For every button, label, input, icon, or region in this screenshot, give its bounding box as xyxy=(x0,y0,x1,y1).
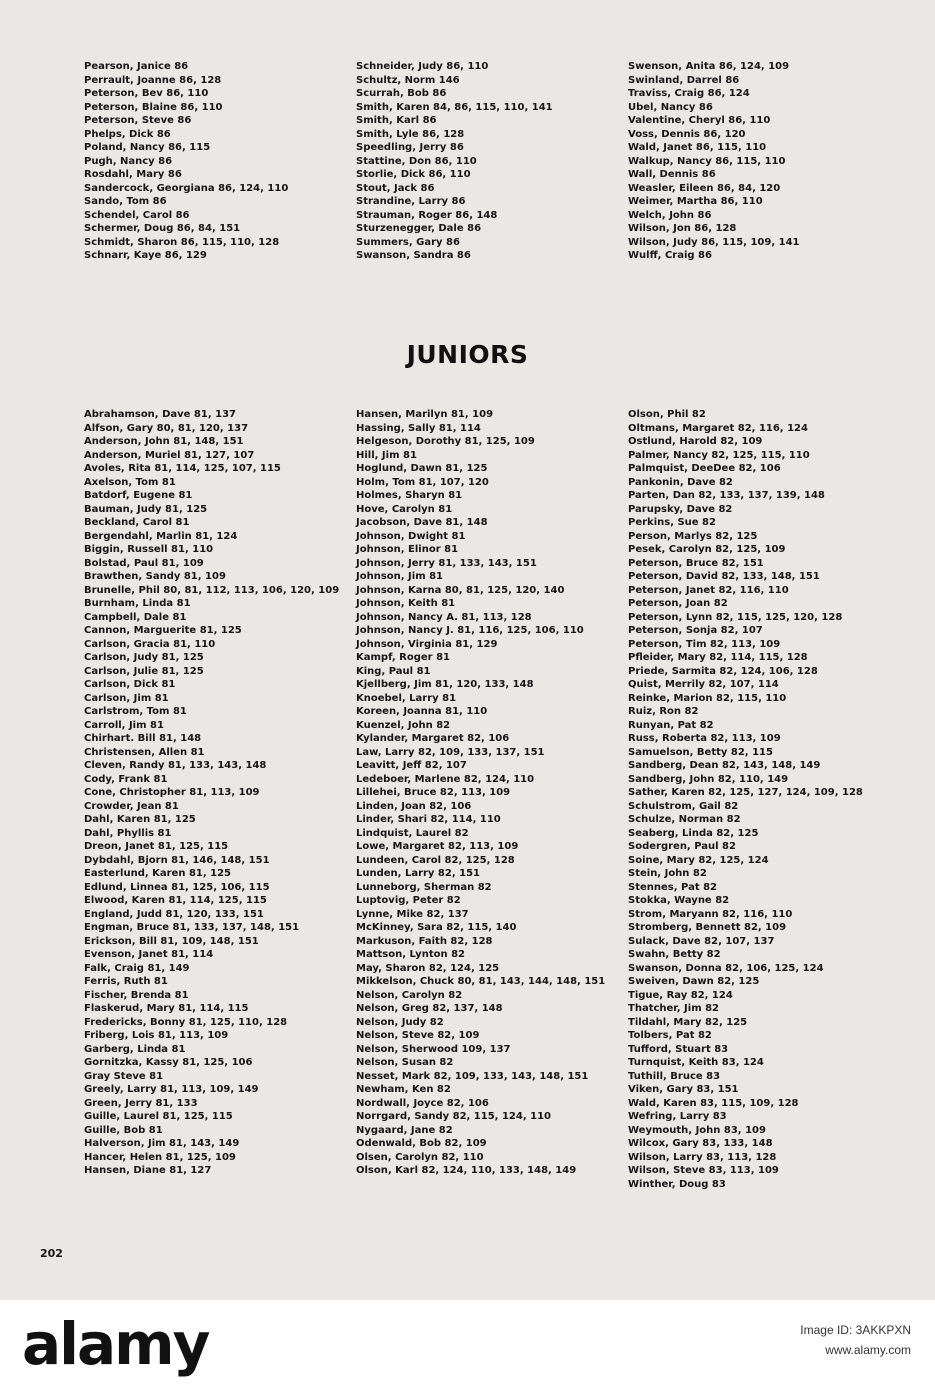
sophomore-index-column-1 xyxy=(84,60,288,263)
index-entry: Swahn, Betty 82 xyxy=(628,949,721,960)
index-entry: Hove, Carolyn 81 xyxy=(356,503,453,515)
index-entry: Kylander, Margaret 82, 106 xyxy=(356,733,510,744)
index-entry: Wilson, Larry 83, 113, 128 xyxy=(628,1151,777,1163)
index-entry: Stattine, Don 86, 110 xyxy=(356,155,477,167)
index-entry: Wilson, Steve 83, 113, 109 xyxy=(628,1165,779,1176)
index-entry: Mikkelson, Chuck 80, 81, 143, 144, 148, 151 xyxy=(356,976,606,987)
sophomore-index-column-2 xyxy=(356,60,553,263)
index-entry: Thatcher, Jim 82 xyxy=(628,1003,720,1014)
index-entry: Cody, Frank 81 xyxy=(84,773,168,785)
index-entry: Nygaard, Jane 82 xyxy=(356,1124,453,1136)
index-entry: Reinke, Marion 82, 115, 110 xyxy=(628,692,787,704)
index-entry: Biggin, Russell 81, 110 xyxy=(84,544,214,555)
index-entry: Ledeboer, Marlene 82, 124, 110 xyxy=(356,773,535,785)
index-entry: Carlstrom, Tom 81 xyxy=(84,706,187,717)
index-entry: Lundeen, Carol 82, 125, 128 xyxy=(356,854,515,866)
index-entry: Stennes, Pat 82 xyxy=(628,881,718,893)
index-entry: Johnson, Karna 80, 81, 125, 120, 140 xyxy=(356,584,565,596)
index-entry: Cannon, Marguerite 81, 125 xyxy=(84,625,242,636)
index-entry: Kampf, Roger 81 xyxy=(356,652,450,663)
index-entry: Sulack, Dave 82, 107, 137 xyxy=(628,935,775,947)
index-entry: Fredericks, Bonny 81, 125, 110, 128 xyxy=(84,1016,288,1028)
index-entry: Peterson, Bruce 82, 151 xyxy=(628,557,764,569)
index-entry: Peterson, Steve 86 xyxy=(84,115,192,126)
index-entry: Pfleider, Mary 82, 114, 115, 128 xyxy=(628,652,808,663)
index-entry: King, Paul 81 xyxy=(356,665,431,677)
index-entry: Johnson, Dwight 81 xyxy=(356,530,466,542)
index-entry: Strandine, Larry 86 xyxy=(356,196,466,207)
index-entry: Anderson, John 81, 148, 151 xyxy=(84,436,244,447)
index-entry: Johnson, Nancy A. 81, 113, 128 xyxy=(356,611,532,623)
index-entry: Cone, Christopher 81, 113, 109 xyxy=(84,787,260,798)
index-entry: Lillehei, Bruce 82, 113, 109 xyxy=(356,787,511,798)
index-entry: Dahl, Karen 81, 125 xyxy=(84,814,196,825)
index-entry: Schermer, Doug 86, 84, 151 xyxy=(84,223,241,234)
index-entry: Edlund, Linnea 81, 125, 106, 115 xyxy=(84,881,270,893)
index-entry: Johnson, Jerry 81, 133, 143, 151 xyxy=(356,557,537,569)
index-entry: Norrgard, Sandy 82, 115, 124, 110 xyxy=(356,1111,551,1122)
index-entry: Tolbers, Pat 82 xyxy=(628,1030,712,1041)
index-entry: Elwood, Karen 81, 114, 125, 115 xyxy=(84,895,267,906)
index-entry: Scurrah, Bob 86 xyxy=(356,88,447,99)
index-entry: Priede, Sarmita 82, 124, 106, 128 xyxy=(628,665,818,677)
site-url: www.alamy.com xyxy=(825,1343,911,1357)
index-entry: Odenwald, Bob 82, 109 xyxy=(356,1138,487,1149)
index-entry: Bauman, Judy 81, 125 xyxy=(84,503,208,515)
index-entry: Peterson, Lynn 82, 115, 125, 120, 128 xyxy=(628,611,843,623)
index-entry: Burnham, Linda 81 xyxy=(84,598,191,609)
index-entry: Anderson, Muriel 81, 127, 107 xyxy=(84,449,255,461)
index-entry: Sandberg, Dean 82, 143, 148, 149 xyxy=(628,760,821,771)
index-entry: Pearson, Janice 86 xyxy=(84,61,189,72)
index-entry: Carlson, Jim 81 xyxy=(84,692,169,704)
index-entry: Wilcox, Gary 83, 133, 148 xyxy=(628,1138,773,1149)
index-entry: Pesek, Carolyn 82, 125, 109 xyxy=(628,544,786,555)
index-entry: Nelson, Sherwood 109, 137 xyxy=(356,1043,511,1055)
index-entry: Schnarr, Kaye 86, 129 xyxy=(84,250,207,261)
index-entry: Peterson, Bev 86, 110 xyxy=(84,88,209,99)
index-entry: Evenson, Janet 81, 114 xyxy=(84,949,214,960)
index-entry: Wall, Dennis 86 xyxy=(628,169,716,180)
index-entry: Lynne, Mike 82, 137 xyxy=(356,908,469,920)
index-entry: Summers, Gary 86 xyxy=(356,236,460,248)
index-entry: Valentine, Cheryl 86, 110 xyxy=(628,115,771,126)
index-entry: Peterson, Sonja 82, 107 xyxy=(628,625,763,636)
index-entry: Voss, Dennis 86, 120 xyxy=(628,128,746,140)
index-entry: Kjellberg, Jim 81, 120, 133, 148 xyxy=(356,679,534,690)
index-entry: Peterson, Janet 82, 116, 110 xyxy=(628,584,789,596)
index-entry: Wilson, Jon 86, 128 xyxy=(628,223,737,234)
index-entry: Viken, Gary 83, 151 xyxy=(628,1084,739,1095)
index-entry: Stromberg, Bennett 82, 109 xyxy=(628,922,787,933)
index-entry: Batdorf, Eugene 81 xyxy=(84,490,193,501)
index-entry: Schulze, Norman 82 xyxy=(628,814,741,825)
junior-index-column-3 xyxy=(628,408,896,1191)
index-entry: Stout, Jack 86 xyxy=(356,182,435,194)
index-entry: Peterson, Tim 82, 113, 109 xyxy=(628,638,781,650)
index-entry: Gornitzka, Kassy 81, 125, 106 xyxy=(84,1057,253,1068)
index-entry: Walkup, Nancy 86, 115, 110 xyxy=(628,155,786,167)
index-entry: Olson, Karl 82, 124, 110, 133, 148, 149 xyxy=(356,1165,577,1176)
index-entry: Johnson, Virginia 81, 129 xyxy=(356,638,498,650)
index-entry: Gray Steve 81 xyxy=(84,1070,164,1082)
index-entry: Carlson, Gracia 81, 110 xyxy=(84,638,216,650)
index-entry: Markuson, Faith 82, 128 xyxy=(356,935,493,947)
index-entry: Sather, Karen 82, 125, 127, 124, 109, 128 xyxy=(628,787,863,798)
index-entry: Swanson, Sandra 86 xyxy=(356,250,471,261)
junior-index-column-2 xyxy=(356,408,624,1178)
index-entry: Nelson, Carolyn 82 xyxy=(356,989,463,1001)
index-entry: Carroll, Jim 81 xyxy=(84,719,164,731)
index-entry: Olson, Phil 82 xyxy=(628,409,706,420)
index-entry: Newham, Ken 82 xyxy=(356,1084,451,1095)
index-entry: Lindquist, Laurel 82 xyxy=(356,827,469,839)
index-entry: Abrahamson, Dave 81, 137 xyxy=(84,409,236,420)
index-entry: Beckland, Carol 81 xyxy=(84,517,190,528)
index-entry: Crowder, Jean 81 xyxy=(84,800,179,812)
index-entry: Ostlund, Harold 82, 109 xyxy=(628,436,763,447)
index-entry: Schneider, Judy 86, 110 xyxy=(356,61,489,72)
alamy-logo: alamy xyxy=(22,1310,209,1378)
index-entry: Hill, Jim 81 xyxy=(356,449,417,461)
index-entry: Ruiz, Ron 82 xyxy=(628,706,699,717)
index-entry: Bergendahl, Marlin 81, 124 xyxy=(84,530,238,542)
index-entry: Brawthen, Sandy 81, 109 xyxy=(84,571,226,582)
page-number: 202 xyxy=(40,1247,63,1260)
index-entry: Smith, Karen 84, 86, 115, 110, 141 xyxy=(356,101,553,113)
index-entry: Christensen, Allen 81 xyxy=(84,746,205,758)
index-entry: Traviss, Craig 86, 124 xyxy=(628,88,750,99)
index-entry: England, Judd 81, 120, 133, 151 xyxy=(84,908,264,920)
index-entry: Schulstrom, Gail 82 xyxy=(628,800,739,812)
index-entry: Wald, Janet 86, 115, 110 xyxy=(628,142,767,153)
index-entry: Johnson, Keith 81 xyxy=(356,598,456,609)
index-entry: Carlson, Julie 81, 125 xyxy=(84,665,204,677)
index-entry: Weymouth, John 83, 109 xyxy=(628,1124,766,1136)
index-entry: Phelps, Dick 86 xyxy=(84,128,171,140)
index-entry: Wilson, Judy 86, 115, 109, 141 xyxy=(628,236,800,248)
index-entry: Jacobson, Dave 81, 148 xyxy=(356,517,488,528)
index-entry: May, Sharon 82, 124, 125 xyxy=(356,962,500,974)
index-entry: Lowe, Margaret 82, 113, 109 xyxy=(356,841,519,852)
index-entry: Schendel, Carol 86 xyxy=(84,209,190,221)
index-entry: Pankonin, Dave 82 xyxy=(628,476,733,488)
index-entry: Carlson, Dick 81 xyxy=(84,679,176,690)
index-entry: Sandberg, John 82, 110, 149 xyxy=(628,773,789,785)
sophomore-index-column-3 xyxy=(628,60,799,263)
index-entry: Holm, Tom 81, 107, 120 xyxy=(356,476,489,488)
index-entry: Nelson, Judy 82 xyxy=(356,1016,444,1028)
index-entry: Ubel, Nancy 86 xyxy=(628,101,713,113)
index-entry: Leavitt, Jeff 82, 107 xyxy=(356,760,467,771)
index-entry: Rosdahl, Mary 86 xyxy=(84,169,182,180)
index-entry: Dahl, Phyllis 81 xyxy=(84,827,172,839)
index-entry: Wulff, Craig 86 xyxy=(628,250,712,261)
index-entry: Guille, Bob 81 xyxy=(84,1124,163,1136)
index-entry: Olsen, Carolyn 82, 110 xyxy=(356,1151,484,1163)
index-entry: Samuelson, Betty 82, 115 xyxy=(628,746,773,758)
index-entry: Linden, Joan 82, 106 xyxy=(356,800,472,812)
junior-index-column-1 xyxy=(84,408,352,1178)
index-entry: Axelson, Tom 81 xyxy=(84,476,176,488)
index-entry: Turnquist, Keith 83, 124 xyxy=(628,1057,764,1068)
index-entry: Bolstad, Paul 81, 109 xyxy=(84,557,204,569)
index-entry: McKinney, Sara 82, 115, 140 xyxy=(356,922,517,933)
index-entry: Parten, Dan 82, 133, 137, 139, 148 xyxy=(628,490,825,501)
watermark-info xyxy=(800,1320,911,1360)
index-entry: Cleven, Randy 81, 133, 143, 148 xyxy=(84,760,267,771)
index-entry: Helgeson, Dorothy 81, 125, 109 xyxy=(356,436,535,447)
index-entry: Lunden, Larry 82, 151 xyxy=(356,868,481,879)
index-entry: Stokka, Wayne 82 xyxy=(628,895,730,906)
index-entry: Hancer, Helen 81, 125, 109 xyxy=(84,1151,236,1163)
index-entry: Law, Larry 82, 109, 133, 137, 151 xyxy=(356,746,545,758)
index-entry: Tigue, Ray 82, 124 xyxy=(628,989,733,1001)
index-entry: Sando, Tom 86 xyxy=(84,196,167,207)
index-entry: Easterlund, Karen 81, 125 xyxy=(84,868,232,879)
index-entry: Ferris, Ruth 81 xyxy=(84,976,168,987)
index-entry: Runyan, Pat 82 xyxy=(628,719,714,731)
index-entry: Strom, Maryann 82, 116, 110 xyxy=(628,908,793,920)
index-entry: Dreon, Janet 81, 125, 115 xyxy=(84,841,229,852)
index-entry: Koreen, Joanna 81, 110 xyxy=(356,706,488,717)
index-entry: Sturzenegger, Dale 86 xyxy=(356,223,482,234)
index-entry: Winther, Doug 83 xyxy=(628,1178,726,1190)
index-entry: Sodergren, Paul 82 xyxy=(628,841,736,852)
index-entry: Smith, Lyle 86, 128 xyxy=(356,128,465,140)
index-entry: Peterson, Joan 82 xyxy=(628,598,728,609)
index-entry: Schmidt, Sharon 86, 115, 110, 128 xyxy=(84,236,280,248)
index-entry: Dybdahl, Bjorn 81, 146, 148, 151 xyxy=(84,854,270,866)
index-entry: Palmer, Nancy 82, 125, 115, 110 xyxy=(628,449,810,461)
section-heading: JUNIORS xyxy=(406,340,529,369)
index-entry: Sandercock, Georgiana 86, 124, 110 xyxy=(84,182,289,194)
index-entry: Green, Jerry 81, 133 xyxy=(84,1097,198,1109)
index-entry: Alfson, Gary 80, 81, 120, 137 xyxy=(84,422,249,434)
index-entry: Johnson, Nancy J. 81, 116, 125, 106, 110 xyxy=(356,625,584,636)
watermark-footer xyxy=(0,1300,935,1390)
index-entry: Wefring, Larry 83 xyxy=(628,1111,727,1122)
index-entry: Smith, Karl 86 xyxy=(356,115,437,126)
index-entry: Friberg, Lois 81, 113, 109 xyxy=(84,1030,229,1041)
index-entry: Greely, Larry 81, 113, 109, 149 xyxy=(84,1084,259,1095)
index-entry: Lunneborg, Sherman 82 xyxy=(356,881,492,893)
index-entry: Storlie, Dick 86, 110 xyxy=(356,169,471,180)
index-entry: Nordwall, Joyce 82, 106 xyxy=(356,1097,489,1109)
index-entry: Guille, Laurel 81, 125, 115 xyxy=(84,1111,233,1122)
index-entry: Perkins, Sue 82 xyxy=(628,517,716,528)
index-entry: Nelson, Susan 82 xyxy=(356,1057,454,1068)
index-entry: Russ, Roberta 82, 113, 109 xyxy=(628,733,781,744)
index-entry: Hoglund, Dawn 81, 125 xyxy=(356,463,488,474)
index-entry: Weimer, Martha 86, 110 xyxy=(628,196,763,207)
index-entry: Poland, Nancy 86, 115 xyxy=(84,142,211,153)
index-entry: Flaskerud, Mary 81, 114, 115 xyxy=(84,1003,249,1014)
index-entry: Carlson, Judy 81, 125 xyxy=(84,652,204,663)
index-entry: Weasler, Eileen 86, 84, 120 xyxy=(628,182,781,194)
index-entry: Nelson, Steve 82, 109 xyxy=(356,1030,480,1041)
image-id-label: Image ID: 3AKKPXN xyxy=(800,1323,911,1337)
index-entry: Erickson, Bill 81, 109, 148, 151 xyxy=(84,935,259,947)
index-entry: Soine, Mary 82, 125, 124 xyxy=(628,854,769,866)
index-entry: Nesset, Mark 82, 109, 133, 143, 148, 151 xyxy=(356,1070,589,1082)
index-entry: Nelson, Greg 82, 137, 148 xyxy=(356,1003,503,1014)
index-entry: Swenson, Anita 86, 124, 109 xyxy=(628,61,790,72)
index-entry: Swanson, Donna 82, 106, 125, 124 xyxy=(628,962,824,974)
index-entry: Pugh, Nancy 86 xyxy=(84,155,173,167)
index-entry: Quist, Merrily 82, 107, 114 xyxy=(628,679,779,690)
index-entry: Wald, Karen 83, 115, 109, 128 xyxy=(628,1097,799,1109)
index-entry: Mattson, Lynton 82 xyxy=(356,949,465,960)
index-entry: Stein, John 82 xyxy=(628,868,707,879)
index-entry: Linder, Shari 82, 114, 110 xyxy=(356,814,501,825)
index-entry: Chirhart. Bill 81, 148 xyxy=(84,733,202,744)
index-entry: Hansen, Marilyn 81, 109 xyxy=(356,409,494,420)
index-entry: Peterson, Blaine 86, 110 xyxy=(84,101,223,113)
index-entry: Tildahl, Mary 82, 125 xyxy=(628,1016,748,1028)
index-entry: Tufford, Stuart 83 xyxy=(628,1043,729,1055)
index-entry: Hansen, Diane 81, 127 xyxy=(84,1165,212,1176)
index-entry: Johnson, Elinor 81 xyxy=(356,544,459,555)
index-entry: Perrault, Joanne 86, 128 xyxy=(84,74,222,86)
index-entry: Kuenzel, John 82 xyxy=(356,719,451,731)
index-entry: Parupsky, Dave 82 xyxy=(628,503,733,515)
index-entry: Schultz, Norm 146 xyxy=(356,74,460,86)
index-entry: Johnson, Jim 81 xyxy=(356,571,444,582)
index-entry: Palmquist, DeeDee 82, 106 xyxy=(628,463,781,474)
index-entry: Garberg, Linda 81 xyxy=(84,1043,186,1055)
index-entry: Speedling, Jerry 86 xyxy=(356,142,464,153)
index-entry: Avoles, Rita 81, 114, 125, 107, 115 xyxy=(84,463,281,474)
index-entry: Luptovig, Peter 82 xyxy=(356,895,461,906)
index-entry: Campbell, Dale 81 xyxy=(84,611,187,623)
index-entry: Falk, Craig 81, 149 xyxy=(84,962,190,974)
index-entry: Sweiven, Dawn 82, 125 xyxy=(628,976,760,987)
index-entry: Holmes, Sharyn 81 xyxy=(356,490,463,501)
index-entry: Tuthill, Bruce 83 xyxy=(628,1070,721,1082)
index-entry: Swinland, Darrel 86 xyxy=(628,74,740,86)
index-entry: Knoebel, Larry 81 xyxy=(356,692,457,704)
index-entry: Fischer, Brenda 81 xyxy=(84,989,189,1001)
index-entry: Welch, John 86 xyxy=(628,209,712,221)
index-entry: Halverson, Jim 81, 143, 149 xyxy=(84,1138,240,1149)
index-entry: Strauman, Roger 86, 148 xyxy=(356,209,498,221)
index-entry: Person, Marlys 82, 125 xyxy=(628,530,758,542)
index-entry: Hassing, Sally 81, 114 xyxy=(356,422,481,434)
index-entry: Oltmans, Margaret 82, 116, 124 xyxy=(628,422,808,434)
index-entry: Peterson, David 82, 133, 148, 151 xyxy=(628,571,820,582)
index-entry: Seaberg, Linda 82, 125 xyxy=(628,827,759,839)
index-entry: Engman, Bruce 81, 133, 137, 148, 151 xyxy=(84,922,300,933)
index-entry: Brunelle, Phil 80, 81, 112, 113, 106, 120, 109 xyxy=(84,584,340,596)
